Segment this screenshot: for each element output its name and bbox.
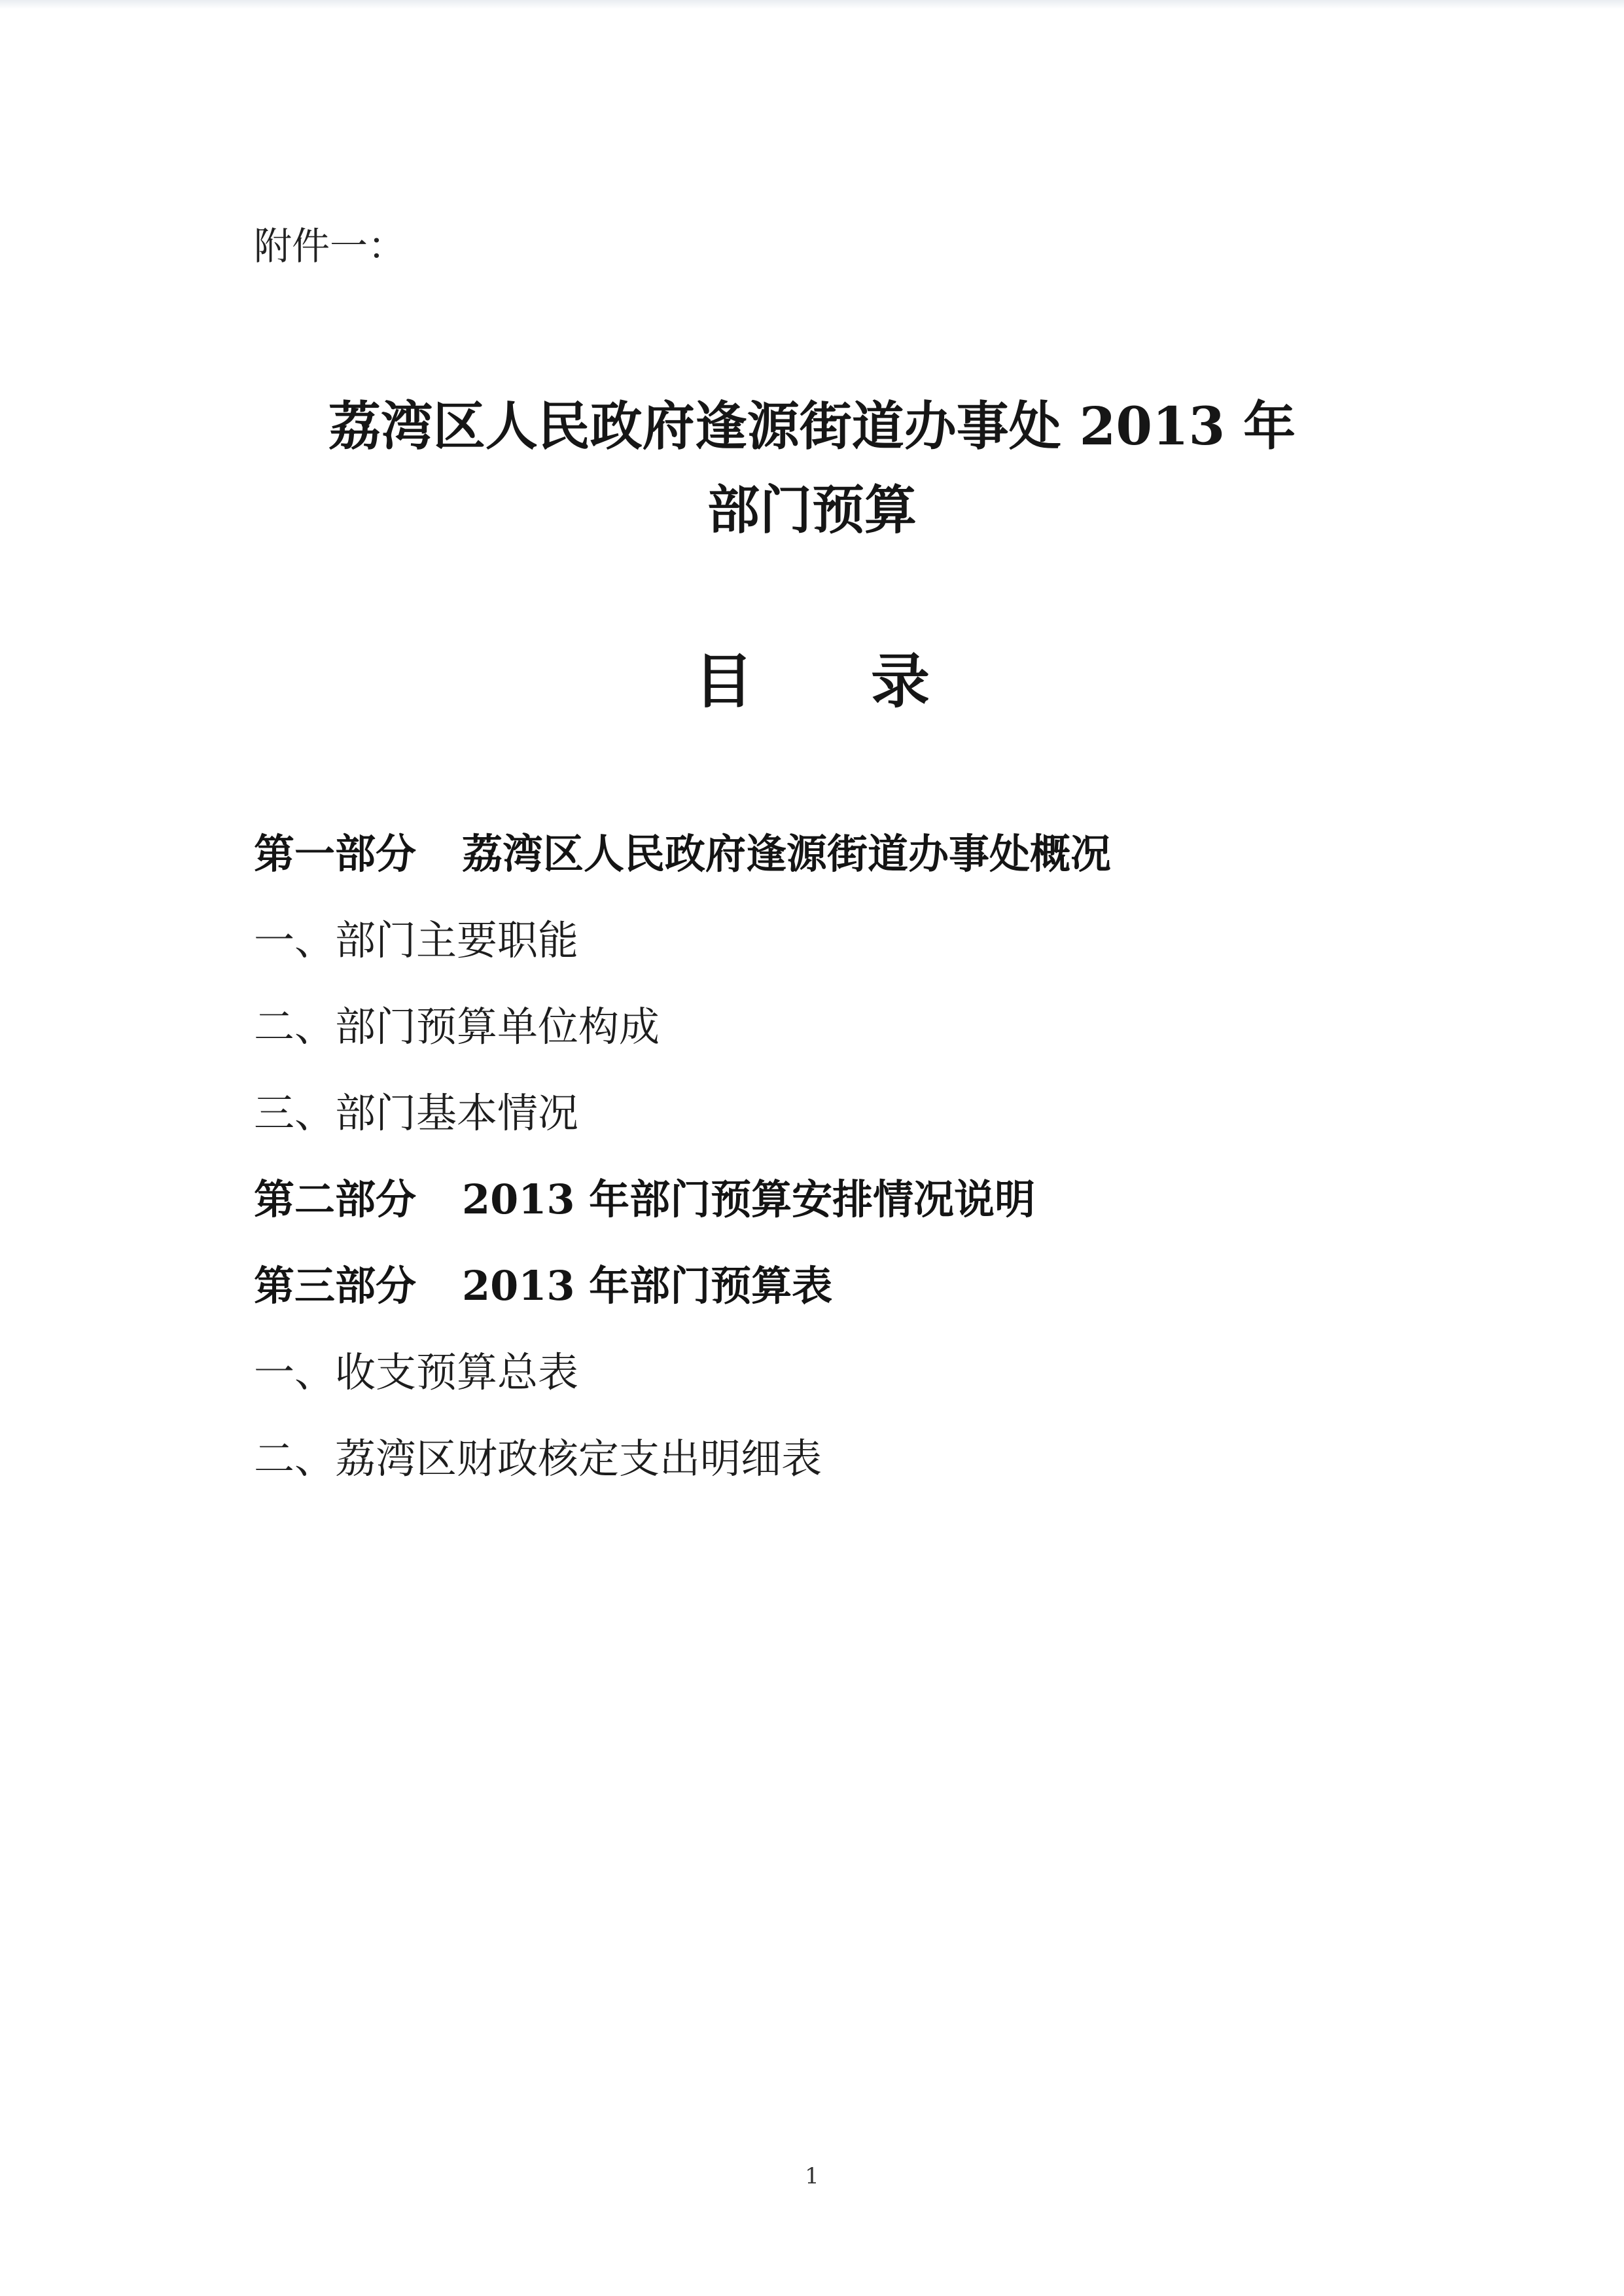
toc-part-1-text: 荔湾区人民政府逢源街道办事处概况 (462, 830, 1112, 878)
attachment-label: 附件一： (254, 224, 406, 268)
toc-part-1 (254, 825, 1111, 884)
toc-part-2-label: 第二部分 (254, 1175, 417, 1223)
toc-part-3 (254, 1257, 832, 1316)
toc-item-1-1: 一、部门主要职能 (254, 916, 579, 964)
page-number: 1 (805, 2163, 819, 2189)
scan-edge-shadow (0, 0, 1624, 9)
document-title-line-1: 荔湾区人民政府逢源街道办事处 2013 年 (328, 395, 1296, 457)
toc-item-1-3: 三、部门基本情况 (254, 1089, 579, 1137)
document-title-line-2: 部门预算 (707, 479, 917, 541)
toc-heading: 目录 (694, 647, 1048, 716)
toc-part-2 (254, 1170, 1035, 1229)
toc-part-3-text: 2013 年部门预算表 (462, 1262, 833, 1310)
toc-part-1-label: 第一部分 (254, 830, 417, 878)
toc-part-2-text: 2013 年部门预算安排情况说明 (462, 1175, 1036, 1223)
toc-item-3-2: 二、荔湾区财政核定支出明细表 (254, 1435, 822, 1482)
toc-part-3-label: 第三部分 (254, 1262, 417, 1310)
toc-item-3-1: 一、收支预算总表 (254, 1348, 579, 1396)
toc-item-1-2: 二、部门预算单位构成 (254, 1003, 660, 1050)
